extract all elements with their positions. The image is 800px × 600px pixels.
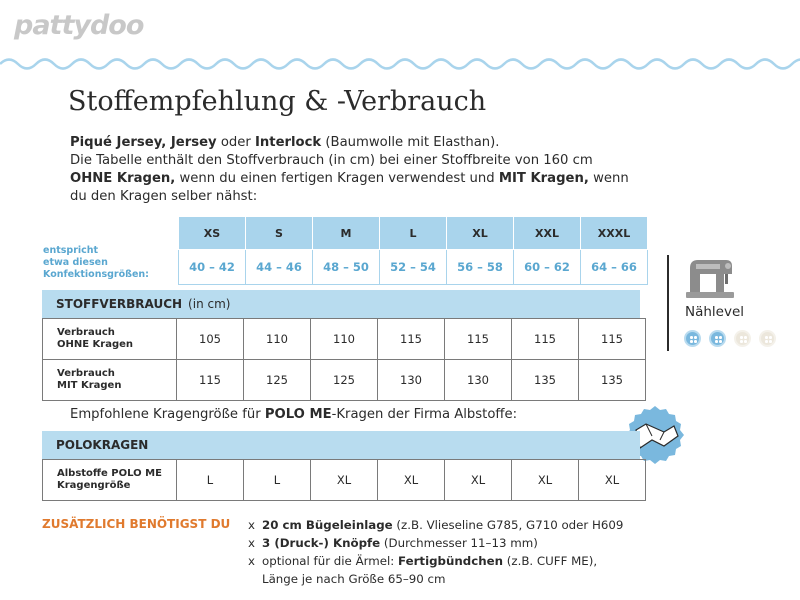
table-cell: XL <box>512 460 579 501</box>
extras-list <box>248 516 623 588</box>
row-label: Albstoffe POLO ME Kragengröße <box>43 460 177 501</box>
size-range: 64 – 66 <box>581 250 648 285</box>
list-item: x 20 cm Bügeleinlage (z.B. Vlieseline G785, G710 oder H609 <box>248 518 624 532</box>
table-cell: 105 <box>177 319 244 360</box>
level-button-icon <box>709 330 726 347</box>
size-range: 40 – 42 <box>179 250 246 285</box>
size-range: 56 – 58 <box>447 250 514 285</box>
table-cell: 115 <box>512 319 579 360</box>
size-table <box>42 216 648 285</box>
table-cell: 115 <box>579 319 646 360</box>
wave-divider <box>0 54 800 70</box>
table-cell: 135 <box>512 360 579 401</box>
table-cell: 115 <box>445 319 512 360</box>
row-label: Verbrauch MIT Kragen <box>43 360 177 401</box>
list-item: x 3 (Druck-) Knöpfe (Durchmesser 11–13 mm) <box>248 536 538 550</box>
polo-table <box>42 459 646 501</box>
table-cell: 135 <box>579 360 646 401</box>
table-cell: 125 <box>311 360 378 401</box>
intro-text: Piqué Jersey, Jersey oder Interlock (Baumwolle mit Elasthan). Die Tabelle enthält den Stoffverbrauch (in cm) bei einer Stoffbreite von 160 cm OHNE Kragen, wenn du einen fertigen Kragen verwendest und MIT Kragen, wenn du den Kragen selber nähst: <box>70 135 629 204</box>
table-cell: L <box>177 460 244 501</box>
table-row <box>43 360 646 401</box>
extras-label: ZUSÄTZLICH BENÖTIGST DU <box>42 517 231 531</box>
table-cell: 115 <box>177 360 244 401</box>
table-cell: 130 <box>378 360 445 401</box>
polo-note: Empfohlene Kragengröße für POLO ME-Kragen der Firma Albstoffe: <box>70 407 518 422</box>
size-range: 52 – 54 <box>380 250 447 285</box>
polo-section-header: POLOKRAGEN <box>42 431 640 459</box>
table-cell: 110 <box>244 319 311 360</box>
size-table-label: entspricht etwa diesen Konfektionsgrößen: <box>43 244 149 280</box>
table-cell: XL <box>445 460 512 501</box>
sewing-machine-icon <box>684 256 736 300</box>
table-row <box>43 460 646 501</box>
size-header: XXXL <box>581 217 648 250</box>
table-row <box>43 319 646 360</box>
size-header: M <box>313 217 380 250</box>
table-cell: 115 <box>378 319 445 360</box>
level-button-icon <box>734 330 751 347</box>
size-header: L <box>380 217 447 250</box>
table-cell: XL <box>378 460 445 501</box>
size-range: 48 – 50 <box>313 250 380 285</box>
level-button-icon <box>684 330 701 347</box>
table-cell: 130 <box>445 360 512 401</box>
level-label: Nählevel <box>685 304 745 320</box>
level-button-icon <box>759 330 776 347</box>
size-header: XL <box>447 217 514 250</box>
table-cell: XL <box>579 460 646 501</box>
size-range: 44 – 46 <box>246 250 313 285</box>
table-cell: 110 <box>311 319 378 360</box>
size-header: S <box>246 217 313 250</box>
level-divider <box>667 255 669 351</box>
table-cell: XL <box>311 460 378 501</box>
size-range: 60 – 62 <box>514 250 581 285</box>
list-item: x optional für die Ärmel: Fertigbündchen (z.B. CUFF ME), Länge je nach Größe 65–90 cm <box>248 554 598 586</box>
level-indicator <box>684 330 776 347</box>
brand-logo: pattydoo <box>14 10 144 41</box>
consumption-section-header: STOFFVERBRAUCH (in cm) <box>42 290 640 318</box>
size-header: XS <box>179 217 246 250</box>
consumption-table <box>42 318 646 401</box>
table-cell: L <box>244 460 311 501</box>
size-header: XXL <box>514 217 581 250</box>
row-label: Verbrauch OHNE Kragen <box>43 319 177 360</box>
table-cell: 125 <box>244 360 311 401</box>
page-title: Stoffempfehlung & -Verbrauch <box>68 86 487 117</box>
